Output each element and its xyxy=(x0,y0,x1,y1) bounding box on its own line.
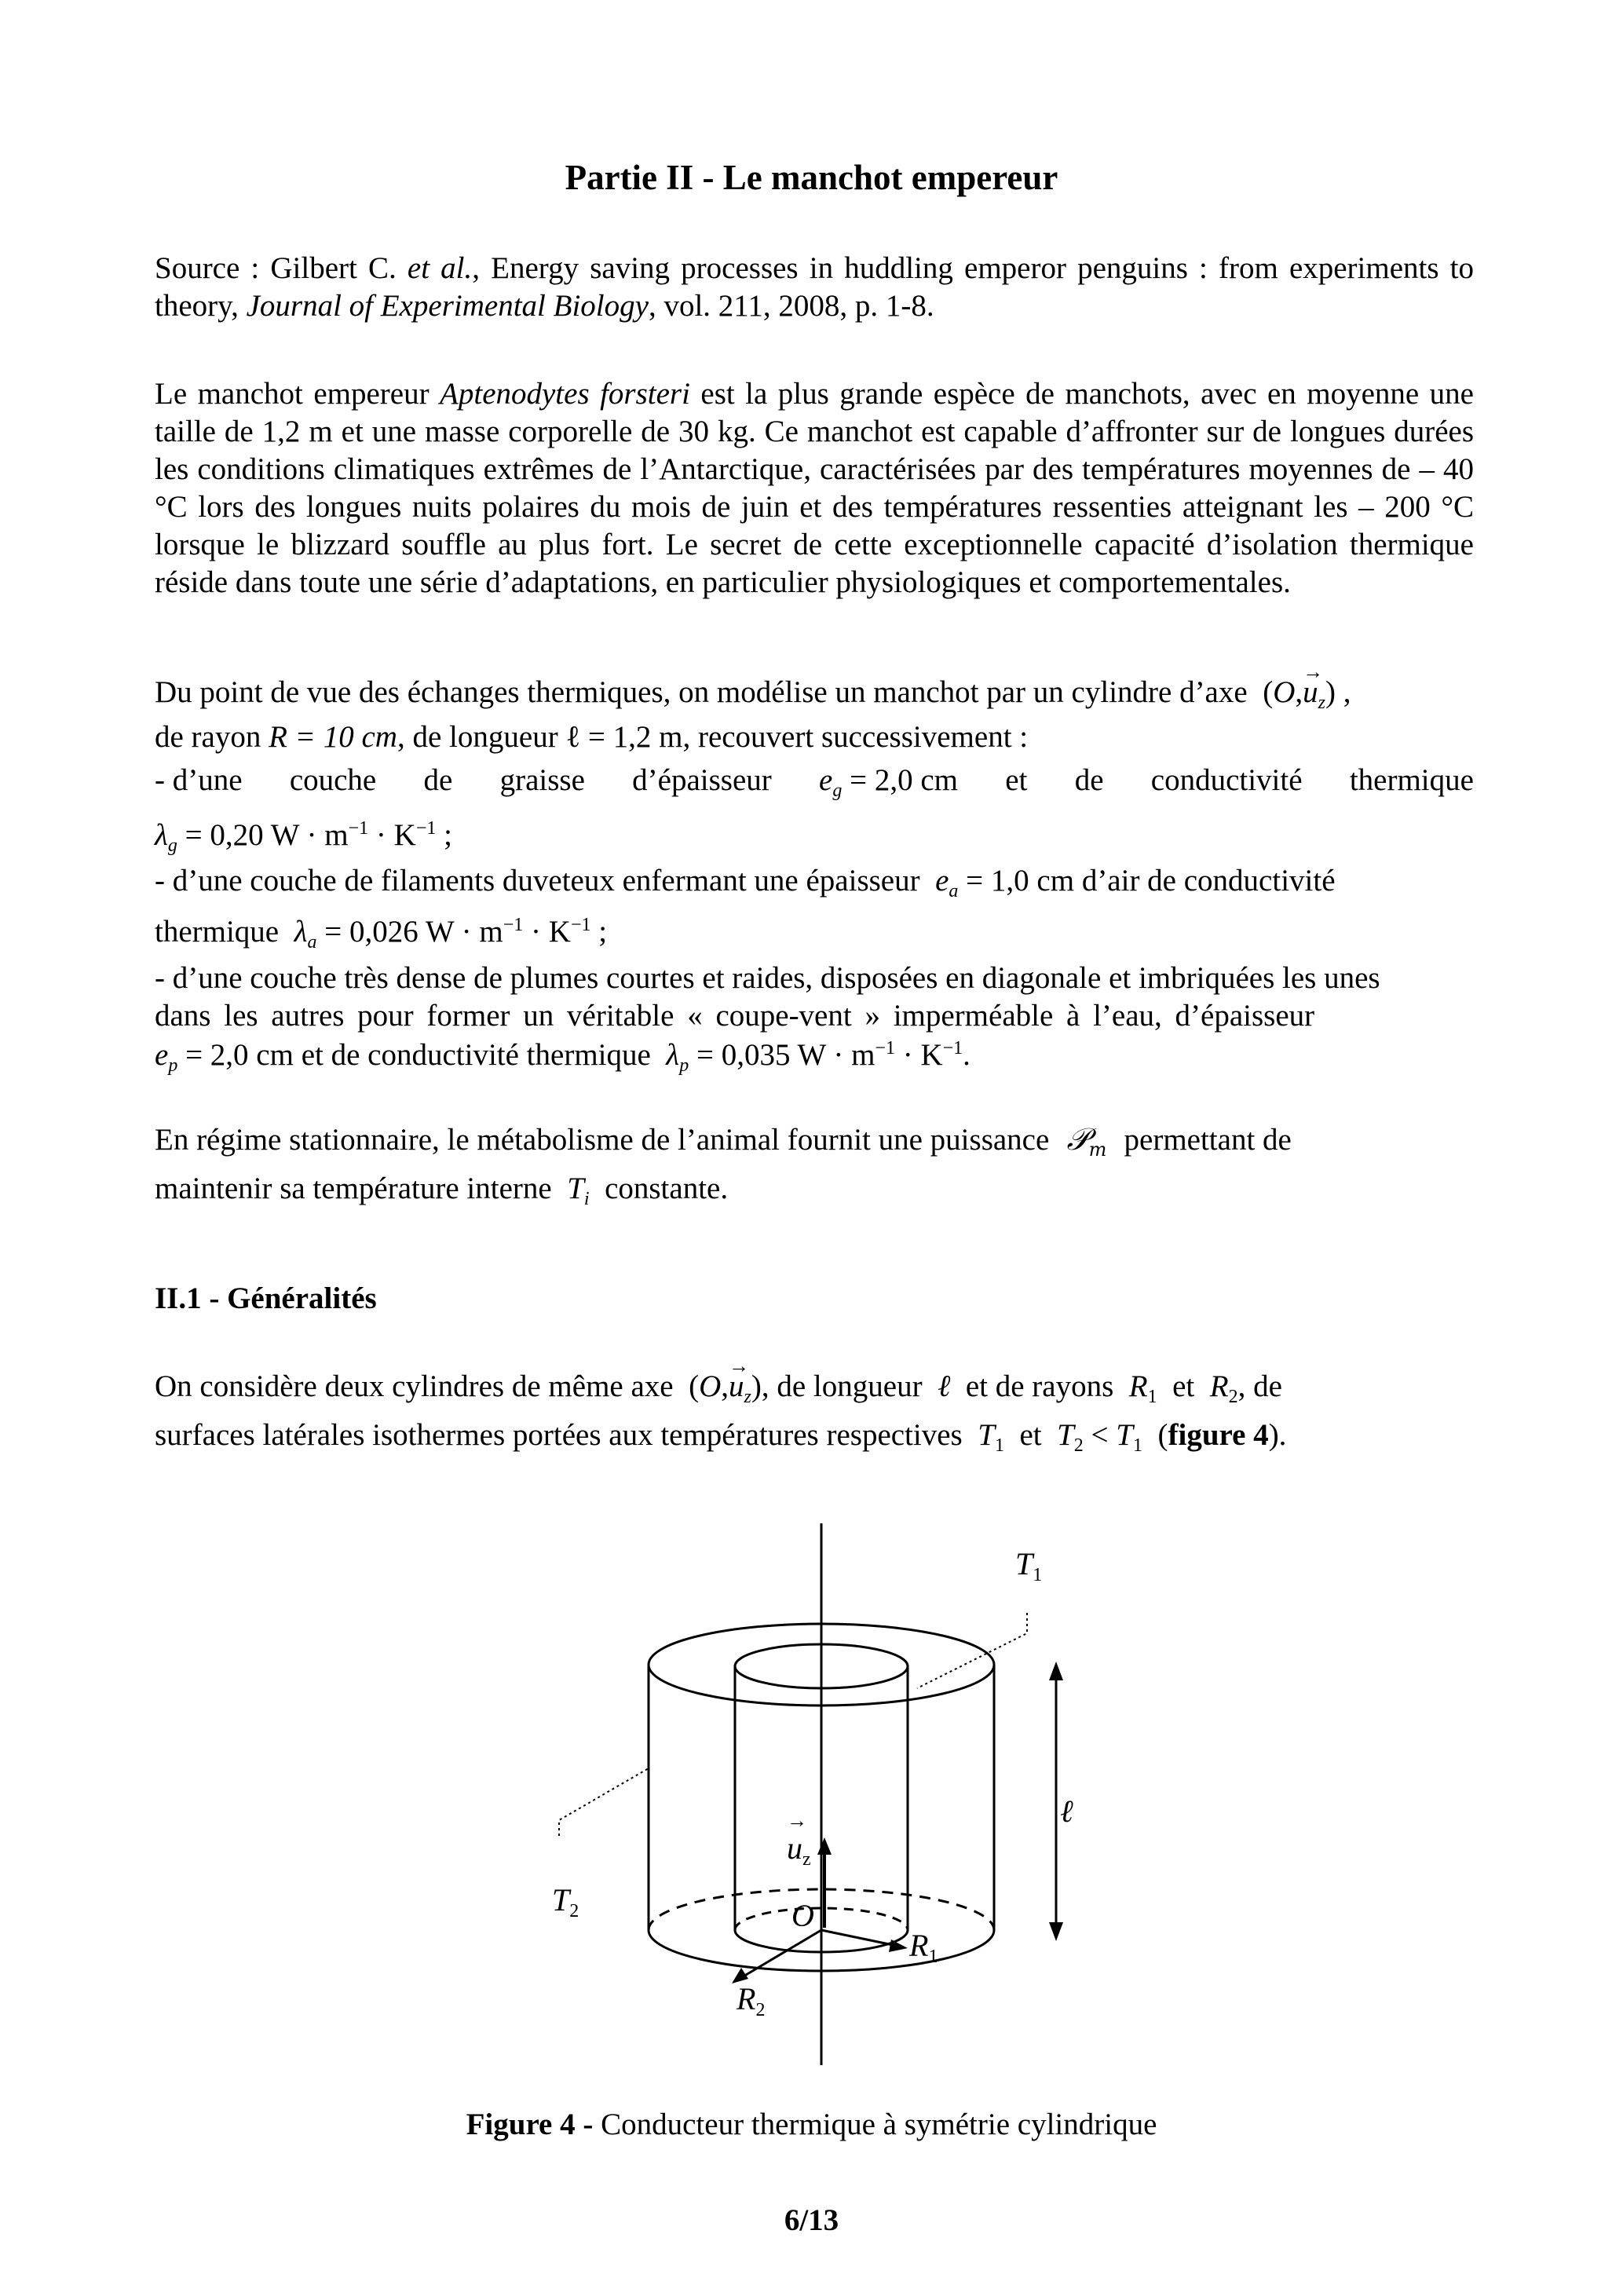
source-journal: Journal of Experimental Biology xyxy=(246,289,649,323)
length-value: ℓ = 1,2 m xyxy=(565,720,683,754)
graisse-tail-3: conductivité xyxy=(1150,763,1303,797)
general-text-d: et xyxy=(1172,1369,1195,1403)
source-suffix: , vol. 211, 2008, p. 1-8. xyxy=(648,289,934,323)
graisse-tail-2: de xyxy=(1074,763,1104,797)
intro-start: Le manchot empereur xyxy=(155,377,440,411)
lambda-p-value: $\lambda_p = 0,035$ $W \cdot m^{-1} \cdot K^{-1}$. xyxy=(666,1038,971,1076)
general-text-f: surfaces latérales isothermes portées aux températures respectives xyxy=(155,1418,963,1452)
general-text-i: ). xyxy=(1268,1418,1287,1452)
power-symbol: 𝒫$_m$ xyxy=(1057,1122,1107,1161)
r1-symbol: $R_1$ xyxy=(1128,1369,1157,1407)
t2-lt-t1: $T_2 < T_1$ xyxy=(1057,1418,1142,1456)
air-text-b: d’air de conductivité xyxy=(1081,864,1336,898)
general-text-g: et xyxy=(1019,1418,1042,1452)
model-text-1: Du point de vue des échanges thermiques, on modélise un manchot par un cylindre d’axe xyxy=(155,675,1248,709)
model-text-2c: , recouvert successivement : xyxy=(682,720,1029,754)
t1-leader xyxy=(917,1613,1027,1688)
axis-notation: $(O,\to u_z)$ , xyxy=(1255,675,1351,709)
page-title: Partie II - Le manchot empereur xyxy=(565,158,1058,197)
source-mid: , Energy saving processes in huddling emperor penguins : from experiments to theory, xyxy=(155,251,1475,323)
regime-text-d: constante. xyxy=(605,1172,729,1205)
figure-caption: Figure 4 - Conducteur thermique à symétrie cylindrique xyxy=(466,2108,1157,2141)
plumes-text-3: et de conductivité thermique xyxy=(301,1038,651,1072)
general-text-a: On considère deux cylindres de même axe xyxy=(155,1369,674,1403)
lambda-a-value: $\lambda_a = 0,026$ $W \cdot m^{-1} \cdot K^{-1}$ ; xyxy=(294,915,608,952)
graisse-word-5: d’épaisseur xyxy=(632,763,772,797)
section-heading: II.1 - Généralités xyxy=(155,1281,377,1315)
plumes-line-1: - d’une couche très dense de plumes courtes et raides, disposées en diagonale et imbriquées les unes xyxy=(155,961,1380,995)
ep-value: $e_p = 2,0$ cm xyxy=(155,1038,294,1076)
r2-label: $R_2$ xyxy=(737,1981,766,2020)
model-text-2a: de rayon xyxy=(155,720,261,754)
r2-symbol: $R_2$ xyxy=(1209,1369,1238,1407)
radius-value: R = 10 cm xyxy=(269,720,397,754)
figure-reference: figure 4 xyxy=(1168,1418,1269,1452)
r1-label: $R_1$ xyxy=(909,1928,938,1967)
source-etal: et al. xyxy=(407,251,473,285)
plumes-line-2: dans les autres pour former un véritable « coupe-vent » imperméable à l’eau, d’épaisseur xyxy=(155,999,1315,1033)
ti-symbol: $T_i$ xyxy=(567,1172,590,1209)
lambda-g-value: $\lambda_g = 0,20$ $W \cdot m^{-1} \cdot K^{-1}$ ; xyxy=(155,818,452,856)
length-label: ℓ xyxy=(1060,1793,1073,1829)
ea-value: $e_a = 1,0$ cm xyxy=(935,864,1075,901)
t1-label: $T_1$ xyxy=(1015,1546,1043,1585)
air-text-a: - d’une couche de filaments duveteux enfermant une épaisseur xyxy=(155,864,920,898)
source-prefix: Source : Gilbert C. xyxy=(155,251,408,285)
t2-label: $T_2$ xyxy=(552,1882,579,1921)
page-number: 6/13 xyxy=(784,2203,839,2237)
origin-label: O xyxy=(791,1898,814,1933)
regime-text-c: maintenir sa température interne xyxy=(155,1172,552,1205)
t1-symbol: $T_1$ xyxy=(978,1418,1004,1456)
eg-value: $e_g = 2,0$ cm xyxy=(819,763,958,801)
general-text-b: , de longueur xyxy=(761,1369,923,1403)
intro-rest: est la plus grande espèce de manchots, avec en moyenne une taille de 1,2 m et une masse corporelle de 30 kg. Ce manchot est capable d’affronter sur de longues durées les conditions climatiques extrêmes de l’Antarctique, caractérisées par des températures moyennes de – 40 °C lors des longues nuits polaires du mois de juin et des températures ressenties atteignant les – 200 °C lorsque le blizzard souffle au plus fort. Le secret de cette exceptionnelle capacité d’isolation thermique réside dans toute une série d’adaptations, en particulier physiologiques et comportementales. xyxy=(155,377,1474,599)
graisse-word-2: couche xyxy=(289,763,377,797)
species-name: Aptenodytes forsteri xyxy=(440,377,690,411)
regime-text-a2: En régime stationnaire, le métabolisme de l’animal fournit une puissance xyxy=(155,1123,1050,1157)
ell-symbol: ℓ xyxy=(930,1369,959,1403)
graisse-tail-1: et xyxy=(1005,763,1028,797)
axis-notation-2: $(O,\to u_z)$ xyxy=(681,1369,762,1403)
graisse-word-3: de xyxy=(423,763,453,797)
general-text-e: , de xyxy=(1237,1369,1282,1403)
model-text-2b: , de longueur xyxy=(397,720,558,754)
graisse-word-1: - d’une xyxy=(155,763,243,797)
t2-leader xyxy=(559,1768,649,1836)
general-text-c: et de rayons xyxy=(965,1369,1114,1403)
uz-label: → $u_z$ xyxy=(787,1830,811,1866)
graisse-tail-4: thermique xyxy=(1349,763,1474,797)
regime-text-b: permettant de xyxy=(1124,1123,1292,1157)
r1-vector xyxy=(821,1930,897,1946)
graisse-word-4: graisse xyxy=(499,763,585,797)
air-text-c: thermique xyxy=(155,915,280,949)
general-text-h: ( xyxy=(1157,1418,1168,1452)
